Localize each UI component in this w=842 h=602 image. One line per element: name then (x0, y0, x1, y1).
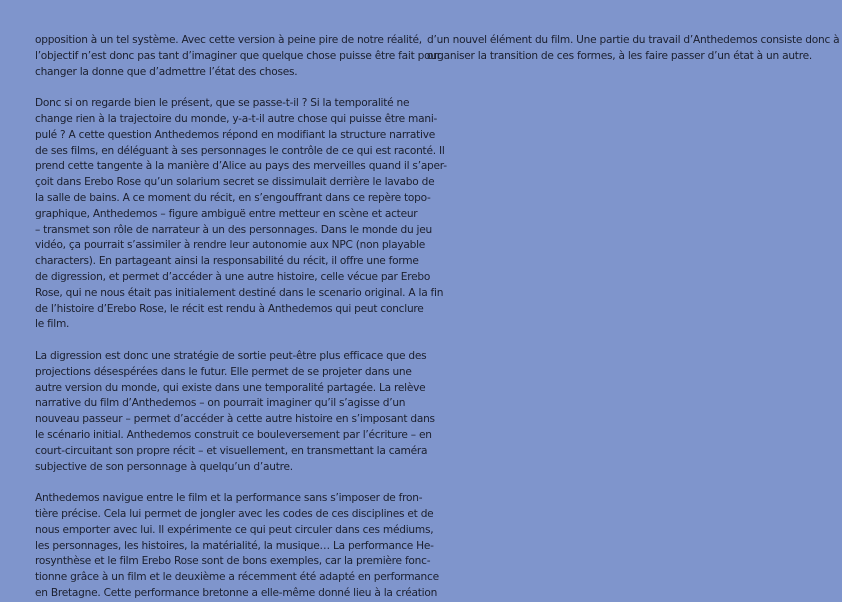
text-line: l’objectif n’est donc pas tant d’imaginer que quelque chose puisse être fait pour (35, 49, 441, 62)
text-line: le film. (35, 318, 70, 331)
text-line: Anthedemos navigue entre le film et la performance sans s’imposer de fron- (35, 492, 423, 505)
text-line: Donc si on regarde bien le présent, que se passe-t-il ? Si la temporalité ne (35, 97, 410, 110)
text-line: pulé ? A cette question Anthedemos répond en modifiant la structure narrative (35, 128, 436, 141)
paragraph (35, 96, 447, 333)
text-line: narrative du film d’Anthedemos – on pourrait imaginer qu’il s’agisse d’un (35, 397, 406, 410)
paragraph (427, 33, 840, 65)
text-line: nous emporter avec lui. Il expérimente ce qui peut circuler dans ces médiums, (35, 523, 434, 536)
paragraph-spacer (35, 80, 410, 96)
text-line: court-circuitant son propre récit – et visuellement, en transmettant la caméra (35, 444, 428, 457)
paragraph (35, 33, 441, 80)
text-line: organiser la transition de ces formes, à les faire passer d’un état à un autre. (427, 49, 812, 62)
right-column (427, 33, 840, 65)
text-line: de l’histoire d’Erebo Rose, le récit est rendu à Anthedemos qui peut conclure (35, 302, 424, 315)
text-line: de ses films, en déléguant à ses personnages le contrôle de ce qui est raconté. Il (35, 144, 445, 157)
text-line: – transmet son rôle de narrateur à un des personnages. Dans le monde du jeu (35, 223, 432, 236)
text-line: çoit dans Erebo Rose qu’un solarium secret se dissimulait derrière le lavabo de (35, 176, 435, 189)
paragraph-spacer (35, 475, 410, 491)
text-line: opposition à un tel système. Avec cette version à peine pire de notre réalité, (35, 34, 422, 46)
text-line: les personnages, les histoires, la matérialité, la musique… La performance He- (35, 539, 434, 552)
text-line: tière précise. Cela lui permet de jongler avec les codes de ces disciplines et de (35, 507, 434, 520)
text-line: autre version du monde, qui existe dans une temporalité partagée. La relève (35, 381, 426, 394)
text-line: Rose, qui ne nous était pas initialement destiné dans le scenario original. A la fin (35, 286, 444, 299)
text-line: vidéo, ça pourrait s’assimiler à rendre leur autonomie aux NPC (non playable (35, 239, 426, 252)
text-line: graphique, Anthedemos – figure ambiguë entre metteur en scène et acteur (35, 207, 418, 220)
text-line: changer la donne que d’admettre l’état des choses. (35, 65, 298, 78)
left-column (35, 33, 447, 602)
text-line: tionne grâce à un film et le deuxième a récemment été adapté en performance (35, 571, 439, 584)
text-line: rosynthèse et le film Erebo Rose sont de bons exemples, car la première fonc- (35, 555, 431, 568)
text-line: d’un nouvel élément du film. Une partie du travail d’Anthedemos consiste donc à (427, 34, 840, 46)
paragraph-spacer (35, 333, 410, 349)
text-line: de digression, et permet d’accéder à une autre histoire, celle vécue par Erebo (35, 270, 431, 283)
text-line: La digression est donc une stratégie de sortie peut-être plus efficace que des (35, 349, 427, 362)
text-line: en Bretagne. Cette performance bretonne a elle-même donné lieu à la création (35, 586, 438, 599)
text-line: la salle de bains. A ce moment du récit, en s’engouffrant dans ce repère topo- (35, 191, 431, 204)
text-line: prend cette tangente à la manière d’Alice au pays des merveilles quand il s’aper- (35, 160, 447, 173)
text-line: change rien à la trajectoire du monde, y-a-t-il autre chose qui puisse être mani- (35, 112, 438, 125)
text-line: subjective de son personnage à quelqu’un d’autre. (35, 460, 293, 473)
paragraph (35, 491, 439, 602)
paragraph (35, 349, 435, 475)
text-line: projections désespérées dans le futur. Elle permet de se projeter dans une (35, 365, 412, 378)
text-line: le scénario initial. Anthedemos construit ce bouleversement par l’écriture – en (35, 428, 432, 441)
text-line: characters). En partageant ainsi la responsabilité du récit, il offre une forme (35, 255, 419, 268)
text-line: nouveau passeur – permet d’accéder à cette autre histoire en s’imposant dans (35, 413, 435, 426)
